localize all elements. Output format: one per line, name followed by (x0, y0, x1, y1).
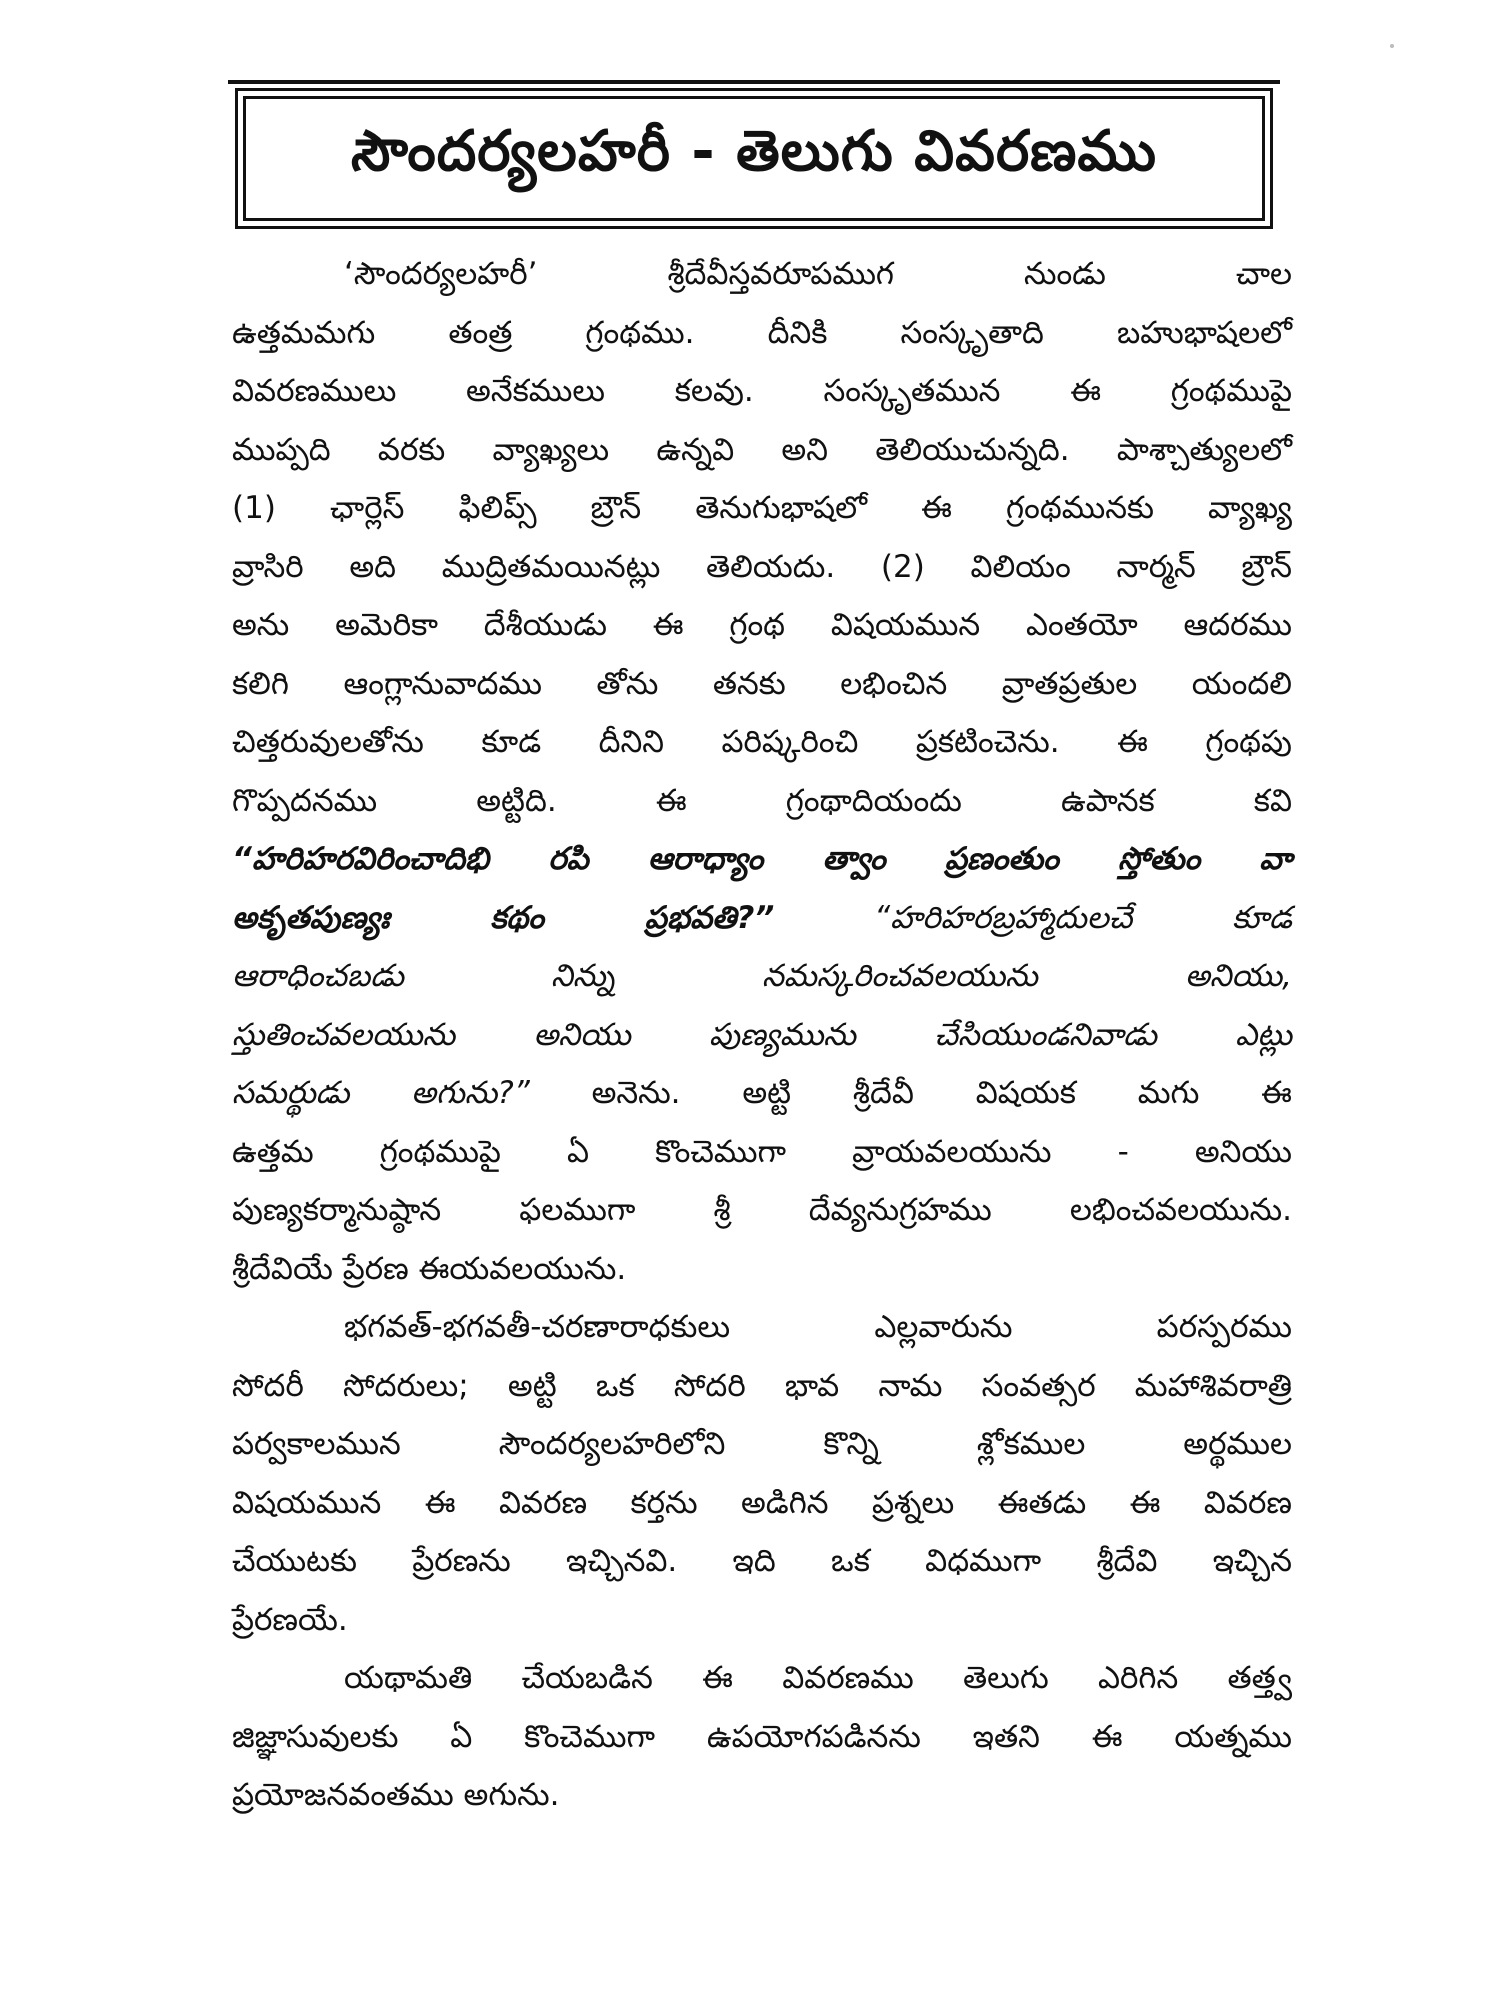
translation-line-2: స్తుతించవలయును అనియు పుణ్యమును చేసియుండనివాడు ఎట్లు (232, 1016, 1292, 1053)
title-box (243, 96, 1265, 221)
closing-line-3: శ్రీదేవియే ప్రేరణ ఈయవలయును. (232, 1250, 627, 1287)
translation-line-1: ఆరాధించబడు నిన్ను నమస్కరించవలయును అనియు, (232, 958, 1292, 994)
paragraph-2-line-5: చేయుటకు ప్రేరణను ఇచ్చినవి. ఇది ఒక విధముగా శ్రీదేవి ఇచ్చిన (232, 1543, 1292, 1579)
paragraph-1-line-6: వ్రాసిరి అది ముద్రితమయినట్లు తెలియదు. (2) విలియం నార్మన్ బ్రౌన్ (232, 548, 1292, 585)
sanskrit-quote-end: అకృతపుణ్యః కథం ప్రభవతి?” (232, 899, 775, 936)
paragraph-1-line-10: గొప్పదనము అట్టిది. ఈ గ్రంథాదియందు ఉపానక కవి (232, 782, 1292, 819)
paragraph-2-line-1: భగవత్-భగవతీ-చరణారాధకులు ఎల్లవారును పరస్పరము (344, 1309, 1292, 1345)
paragraph-2-line-6: ప్రేరణయే. (232, 1601, 348, 1638)
translation-start: “హరిహరబ్రహ్మాదులచే కూడ (874, 899, 1293, 936)
paragraph-2-line-4: విషయమున ఈ వివరణ కర్తను అడిగిన ప్రశ్నలు ఈతడు ఈ వివరణ (232, 1484, 1292, 1521)
paragraph-1-line-1: ‘సౌందర్యలహరీ’ శ్రీదేవీస్తవరూపముగ నుండు చాల (344, 256, 1292, 292)
sanskrit-quote-line-1: “హరిహరవిరించాదిభి రపి ఆరాధ్యాం త్వాం ప్రణంతుం స్తోతుం వా (232, 841, 1292, 877)
top-rule (228, 80, 1280, 84)
body-text (232, 245, 1292, 1825)
paragraph-1-line-5: (1) ఛార్లెస్ ఫిలిప్స్ బ్రౌన్ తెనుగుభాషలో ఈ గ్రంథమునకు వ్యాఖ్య (232, 490, 1292, 526)
paragraph-1-line-9: చిత్తరువులతోను కూడ దీనిని పరిష్కరించి ప్రకటించెను. ఈ గ్రంథపు (232, 724, 1292, 760)
paragraph-1-line-2: ఉత్తమమగు తంత్ర గ్రంథము. దీనికి సంస్కృతాది బహుభాషలలో (232, 314, 1292, 351)
closing-line-1: ఉత్తమ గ్రంథముపై ఏ కొంచెముగా వ్రాయవలయును - అనియు (232, 1133, 1292, 1170)
page-title: సౌందర్యలహరీ - తెలుగు వివరణము (350, 119, 1158, 184)
paragraph-3-line-2: జిజ్ఞాసువులకు ఏ కొంచెముగా ఉపయోగపడినను ఇతని ఈ యత్నము (232, 1718, 1292, 1755)
paragraph-2-line-3: పర్వకాలమున సౌందర్యలహరిలోని కొన్ని శ్లోకముల అర్థముల (232, 1426, 1292, 1462)
margin-dot (1390, 44, 1394, 48)
paragraph-3-line-1: యథామతి చేయబడిన ఈ వివరణము తెలుగు ఎరిగిన తత్త్వ (344, 1660, 1292, 1696)
paragraph-1-line-8: కలిగి ఆంగ్లానువాదము తోను తనకు లభించిన వ్రాతప్రతుల యందలి (232, 665, 1292, 702)
sanskrit-quote-line-2 (232, 889, 1292, 948)
translation-line-3 (232, 1064, 1292, 1123)
paragraph-1-line-7: అను అమెరికా దేశీయుడు ఈ గ్రంథ విషయమున ఎంతయో ఆదరము (232, 607, 1292, 643)
paragraph-2-line-2: సోదరీ సోదరులు; అట్టి ఒక సోదరి భావ నామ సంవత్సర మహాశివరాత్రి (232, 1367, 1292, 1404)
paragraph-1-line-4: ముప్పది వరకు వ్యాఖ్యలు ఉన్నవి అని తెలియుచున్నది. పాశ్చాత్యులలో (232, 431, 1292, 468)
translation-end: సమర్థుడు అగును?” (232, 1075, 530, 1111)
paragraph-3-line-3: ప్రయోజనవంతము అగును. (232, 1777, 560, 1813)
closing-line-2: పుణ్యకర్మానుష్ఠాన ఫలముగా శ్రీ దేవ్యనుగ్రహము లభించవలయును. (232, 1192, 1292, 1228)
closing-start: అనెను. అట్టి శ్రీదేవీ విషయక మగు ఈ (591, 1075, 1292, 1111)
paragraph-1-line-3: వివరణములు అనేకములు కలవు. సంస్కృతమున ఈ గ్రంథముపై (232, 373, 1292, 409)
